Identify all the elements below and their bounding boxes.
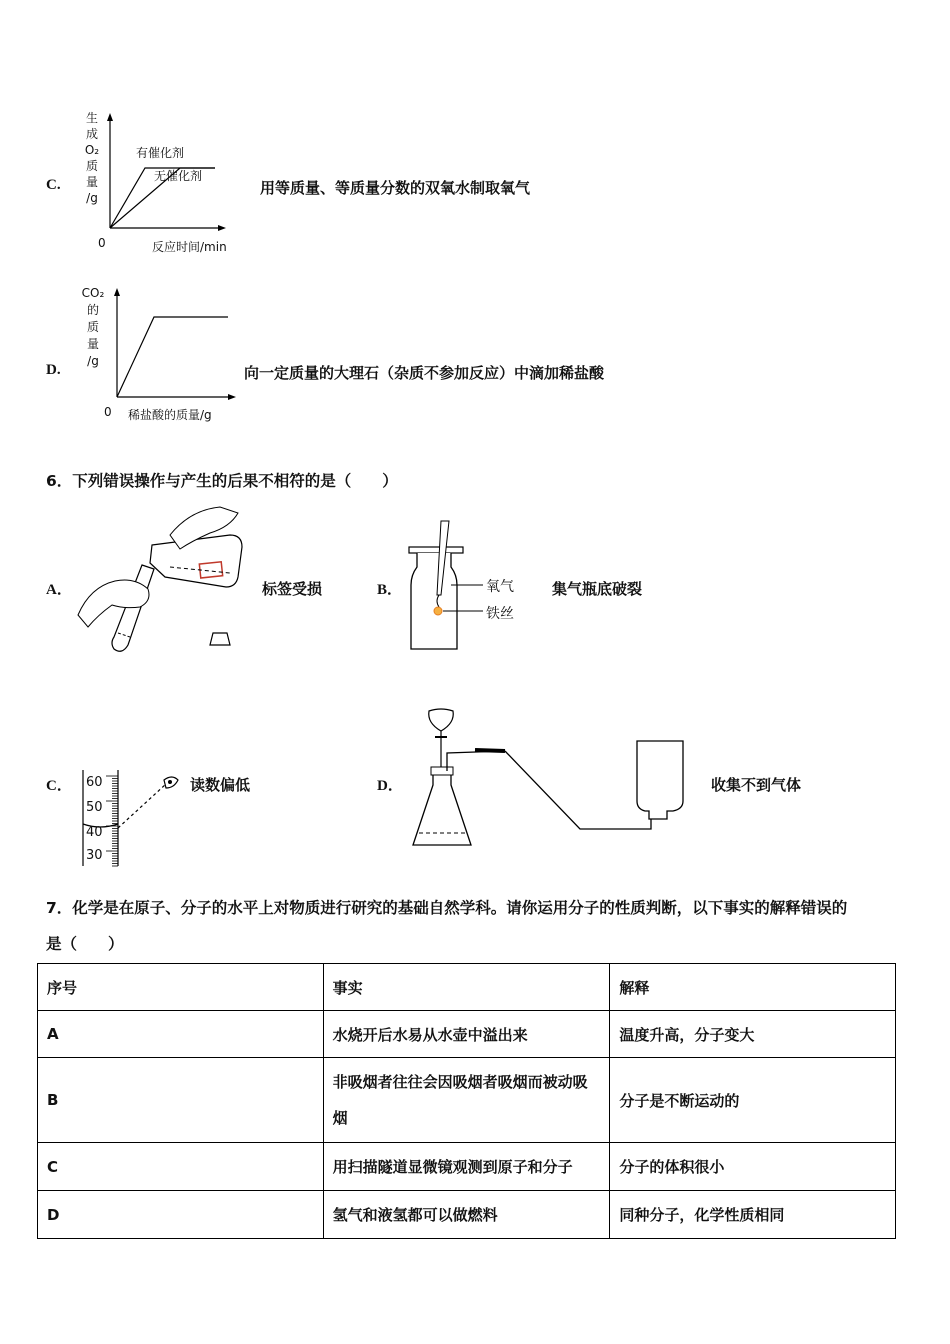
q5-option-c-chart <box>80 110 270 260</box>
row-fact: 水烧开后水易从水壶中溢出来 <box>323 1011 610 1058</box>
bottle-stopper <box>210 633 230 645</box>
q6-option-c-desc: 读数偏低 <box>190 776 251 794</box>
table-header-row <box>38 964 896 1011</box>
bottle-label <box>199 562 222 578</box>
row-id: A <box>38 1011 324 1058</box>
ylabel-char: 生 <box>85 111 98 125</box>
q6-option-b-label: B． <box>377 582 403 598</box>
q5-option-c-desc: 用等质量、等质量分数的双氧水制取氧气 <box>260 179 531 197</box>
chart-d-origin: 0 <box>104 405 112 419</box>
q6-option-c-label: C． <box>46 778 72 794</box>
tick-label-50: 50 <box>86 800 103 815</box>
tag-oxygen: 氧气 <box>486 579 514 595</box>
y-axis-arrow <box>114 288 120 296</box>
chart-c-xlabel: 反应时间/min <box>152 240 227 254</box>
q6-option-b-desc: 集气瓶底破裂 <box>552 580 643 598</box>
row-fact: 非吸烟者往往会因吸烟者吸烟而被动吸烟 <box>323 1058 610 1143</box>
row-explain: 同种分子，化学性质相同 <box>610 1191 896 1239</box>
table-row <box>38 1058 896 1143</box>
gas-apparatus-illustration <box>405 705 705 855</box>
row-id: D <box>38 1191 324 1239</box>
series-label-with-catalyst: 有催化剂 <box>136 146 185 160</box>
ylabel-char: CO₂ <box>81 286 105 300</box>
q5-option-d-desc: 向一定质量的大理石（杂质不参加反应）中滴加稀盐酸 <box>244 364 605 382</box>
row-explain: 温度升高，分子变大 <box>610 1011 896 1058</box>
table-row <box>38 1011 896 1058</box>
eye-pupil <box>168 780 172 784</box>
q6-option-a-label: A． <box>46 582 72 598</box>
collecting-bottle <box>637 741 683 819</box>
gas-jar <box>411 553 457 649</box>
ylabel-char: /g <box>87 354 99 368</box>
row-explain: 分子是不断运动的 <box>610 1058 896 1143</box>
tick-label-40: 40 <box>86 825 103 840</box>
series-label-no-catalyst: 无催化剂 <box>154 169 203 183</box>
table-row <box>38 1143 896 1191</box>
table-row <box>38 1191 896 1239</box>
header-index: 序号 <box>38 964 324 1011</box>
chart-d-xlabel: 稀盐酸的质量/g <box>128 408 212 422</box>
chart-c-origin: 0 <box>98 236 106 250</box>
tick-label-60: 60 <box>86 775 103 790</box>
q6-stem: 6．下列错误操作与产生的后果不相符的是（ ） <box>46 472 398 490</box>
ylabel-char: /g <box>86 191 98 205</box>
q7-table <box>37 963 896 1239</box>
tick-label-30: 30 <box>86 848 103 863</box>
q6-option-d-label: D． <box>377 778 403 794</box>
y-axis-arrow <box>107 113 113 121</box>
x-axis-arrow <box>228 394 236 400</box>
row-id: C <box>38 1143 324 1191</box>
ylabel-char: 量 <box>85 175 98 189</box>
spark <box>434 607 442 615</box>
tag-iron-wire: 铁丝 <box>486 606 514 622</box>
row-fact: 用扫描隧道显微镜观测到原子和分子 <box>323 1143 610 1191</box>
row-explain: 分子的体积很小 <box>610 1143 896 1191</box>
ylabel-char: 质 <box>85 159 98 173</box>
q7-stem-line2: 是（ ） <box>46 935 124 953</box>
gas-jar-illustration <box>405 515 535 655</box>
separatory-funnel <box>429 709 454 731</box>
rubber-stopper <box>431 767 453 775</box>
test-tube <box>112 565 154 651</box>
q5-option-d-chart <box>80 285 250 430</box>
row-id: B <box>38 1058 324 1143</box>
header-explain: 解释 <box>610 964 896 1011</box>
q7-stem-line1: 7．化学是在原子、分子的水平上对物质进行研究的基础自然学科。请你运用分子的性质判断，以下事实的解释错误的 <box>46 899 848 917</box>
rubber-tubing <box>475 750 505 751</box>
q5-option-d-label: D. <box>46 362 61 378</box>
q5-option-c-label: C. <box>46 177 61 193</box>
lower-hand <box>78 580 149 627</box>
long-tube <box>505 751 651 829</box>
sight-line <box>118 784 166 828</box>
series-line-0 <box>117 317 228 397</box>
ylabel-char: 量 <box>86 337 99 351</box>
header-fact: 事实 <box>323 964 610 1011</box>
x-axis-arrow <box>218 225 226 231</box>
reagent-bottle <box>150 535 242 587</box>
ylabel-char: 质 <box>86 320 99 334</box>
row-fact: 氢气和液氢都可以做燃料 <box>323 1191 610 1239</box>
glass-plate <box>409 547 463 553</box>
ylabel-char: O₂ <box>84 143 100 157</box>
ylabel-char: 的 <box>86 303 99 317</box>
chart-d-series <box>117 317 228 397</box>
ylabel-char: 成 <box>85 127 98 141</box>
pouring-illustration <box>70 505 250 655</box>
delivery-tube <box>447 751 505 771</box>
q6-option-a-desc: 标签受损 <box>262 580 323 598</box>
cylinder-ticks <box>106 776 118 866</box>
q6-option-d-desc: 收集不到气体 <box>711 776 802 794</box>
